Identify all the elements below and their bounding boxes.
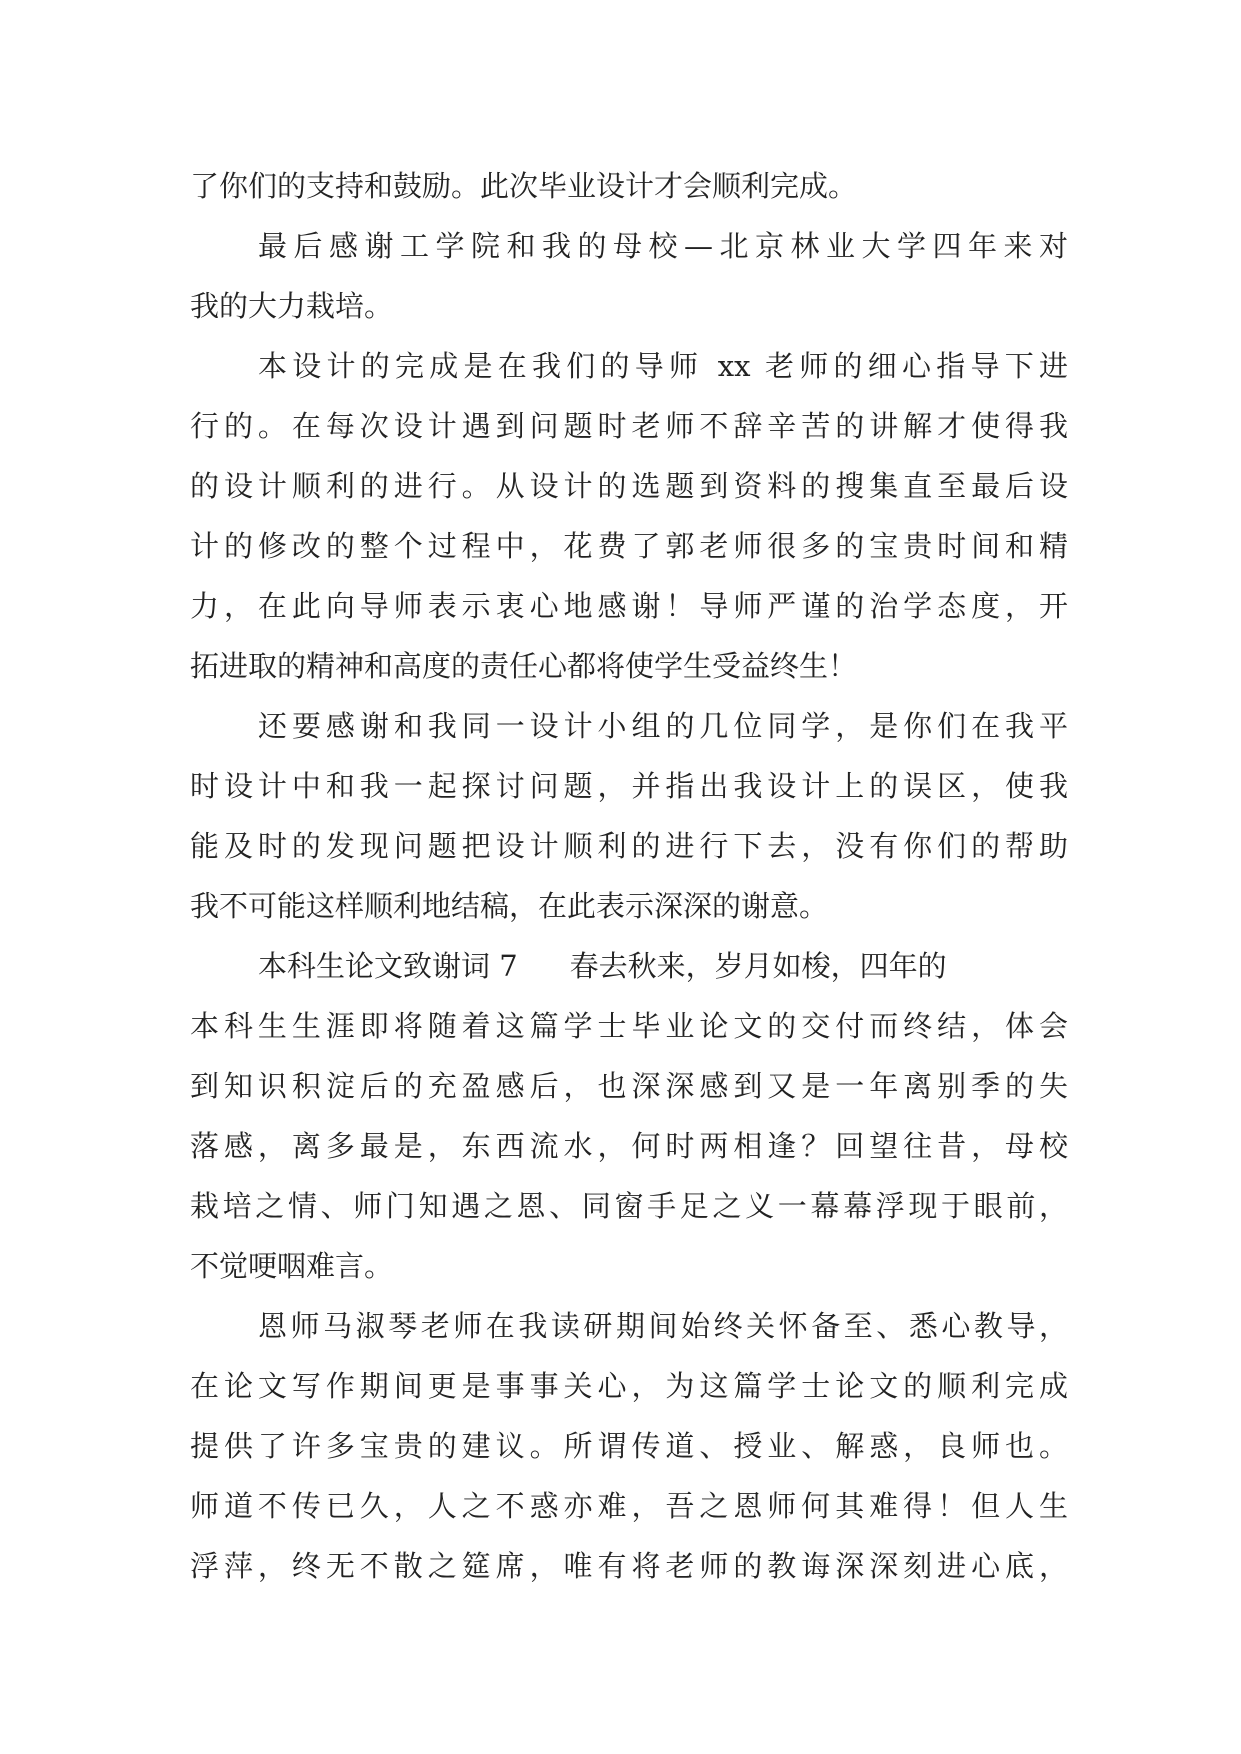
text-line: 栽培之情、师门知遇之恩、同窗手足之义一幕幕浮现于眼前，	[190, 1189, 1068, 1223]
text-line-inline: 春去秋来，岁月如梭，四年的	[569, 949, 947, 983]
text-line: 师道不传已久，人之不惑亦难，吾之恩师何其难得！但人生	[190, 1489, 1068, 1523]
text-line: 本设计的完成是在我们的导师 xx 老师的细心指导下进	[258, 349, 1068, 383]
text-line: 我不可能这样顺利地结稿，在此表示深深的谢意。	[190, 889, 829, 923]
text-line: 不觉哽咽难言。	[190, 1249, 394, 1283]
text-line: 时设计中和我一起探讨问题，并指出我设计上的误区，使我	[190, 769, 1068, 803]
text-line: 了你们的支持和鼓励。此次毕业设计才会顺利完成。	[190, 169, 858, 203]
text-line: 行的。在每次设计遇到问题时老师不辞辛苦的讲解才使得我	[190, 409, 1068, 443]
text-line: 本科生生涯即将随着这篇学士毕业论文的交付而终结，体会	[190, 1009, 1068, 1043]
text-line: 提供了许多宝贵的建议。所谓传道、授业、解惑，良师也。	[190, 1429, 1068, 1463]
body-text	[190, 156, 1068, 1596]
section-heading: 本科生论文致谢词 7	[258, 949, 518, 983]
text-line: 计的修改的整个过程中，花费了郭老师很多的宝贵时间和精	[190, 529, 1068, 563]
text-line: 到知识积淀后的充盈感后，也深深感到又是一年离别季的失	[190, 1069, 1068, 1103]
text-line: 落感，离多最是，东西流水，何时两相逢？回望往昔，母校	[190, 1129, 1068, 1163]
text-line: 拓进取的精神和高度的责任心都将使学生受益终生！	[190, 649, 858, 683]
text-line	[190, 936, 1068, 996]
text-line: 的设计顺利的进行。从设计的选题到资料的搜集直至最后设	[190, 469, 1068, 503]
text-line: 还要感谢和我同一设计小组的几位同学，是你们在我平	[258, 709, 1068, 743]
text-line: 浮萍，终无不散之筵席，唯有将老师的教诲深深刻进心底，	[190, 1549, 1068, 1583]
text-line: 在论文写作期间更是事事关心，为这篇学士论文的顺利完成	[190, 1369, 1068, 1403]
text-line: 最后感谢工学院和我的母校—北京林业大学四年来对	[258, 229, 1068, 263]
text-line: 恩师马淑琴老师在我读研期间始终关怀备至、悉心教导，	[258, 1309, 1068, 1343]
text-line: 力，在此向导师表示衷心地感谢！导师严谨的治学态度，开	[190, 589, 1068, 623]
text-line: 能及时的发现问题把设计顺利的进行下去，没有你们的帮助	[190, 829, 1068, 863]
text-line: 我的大力栽培。	[190, 289, 394, 323]
